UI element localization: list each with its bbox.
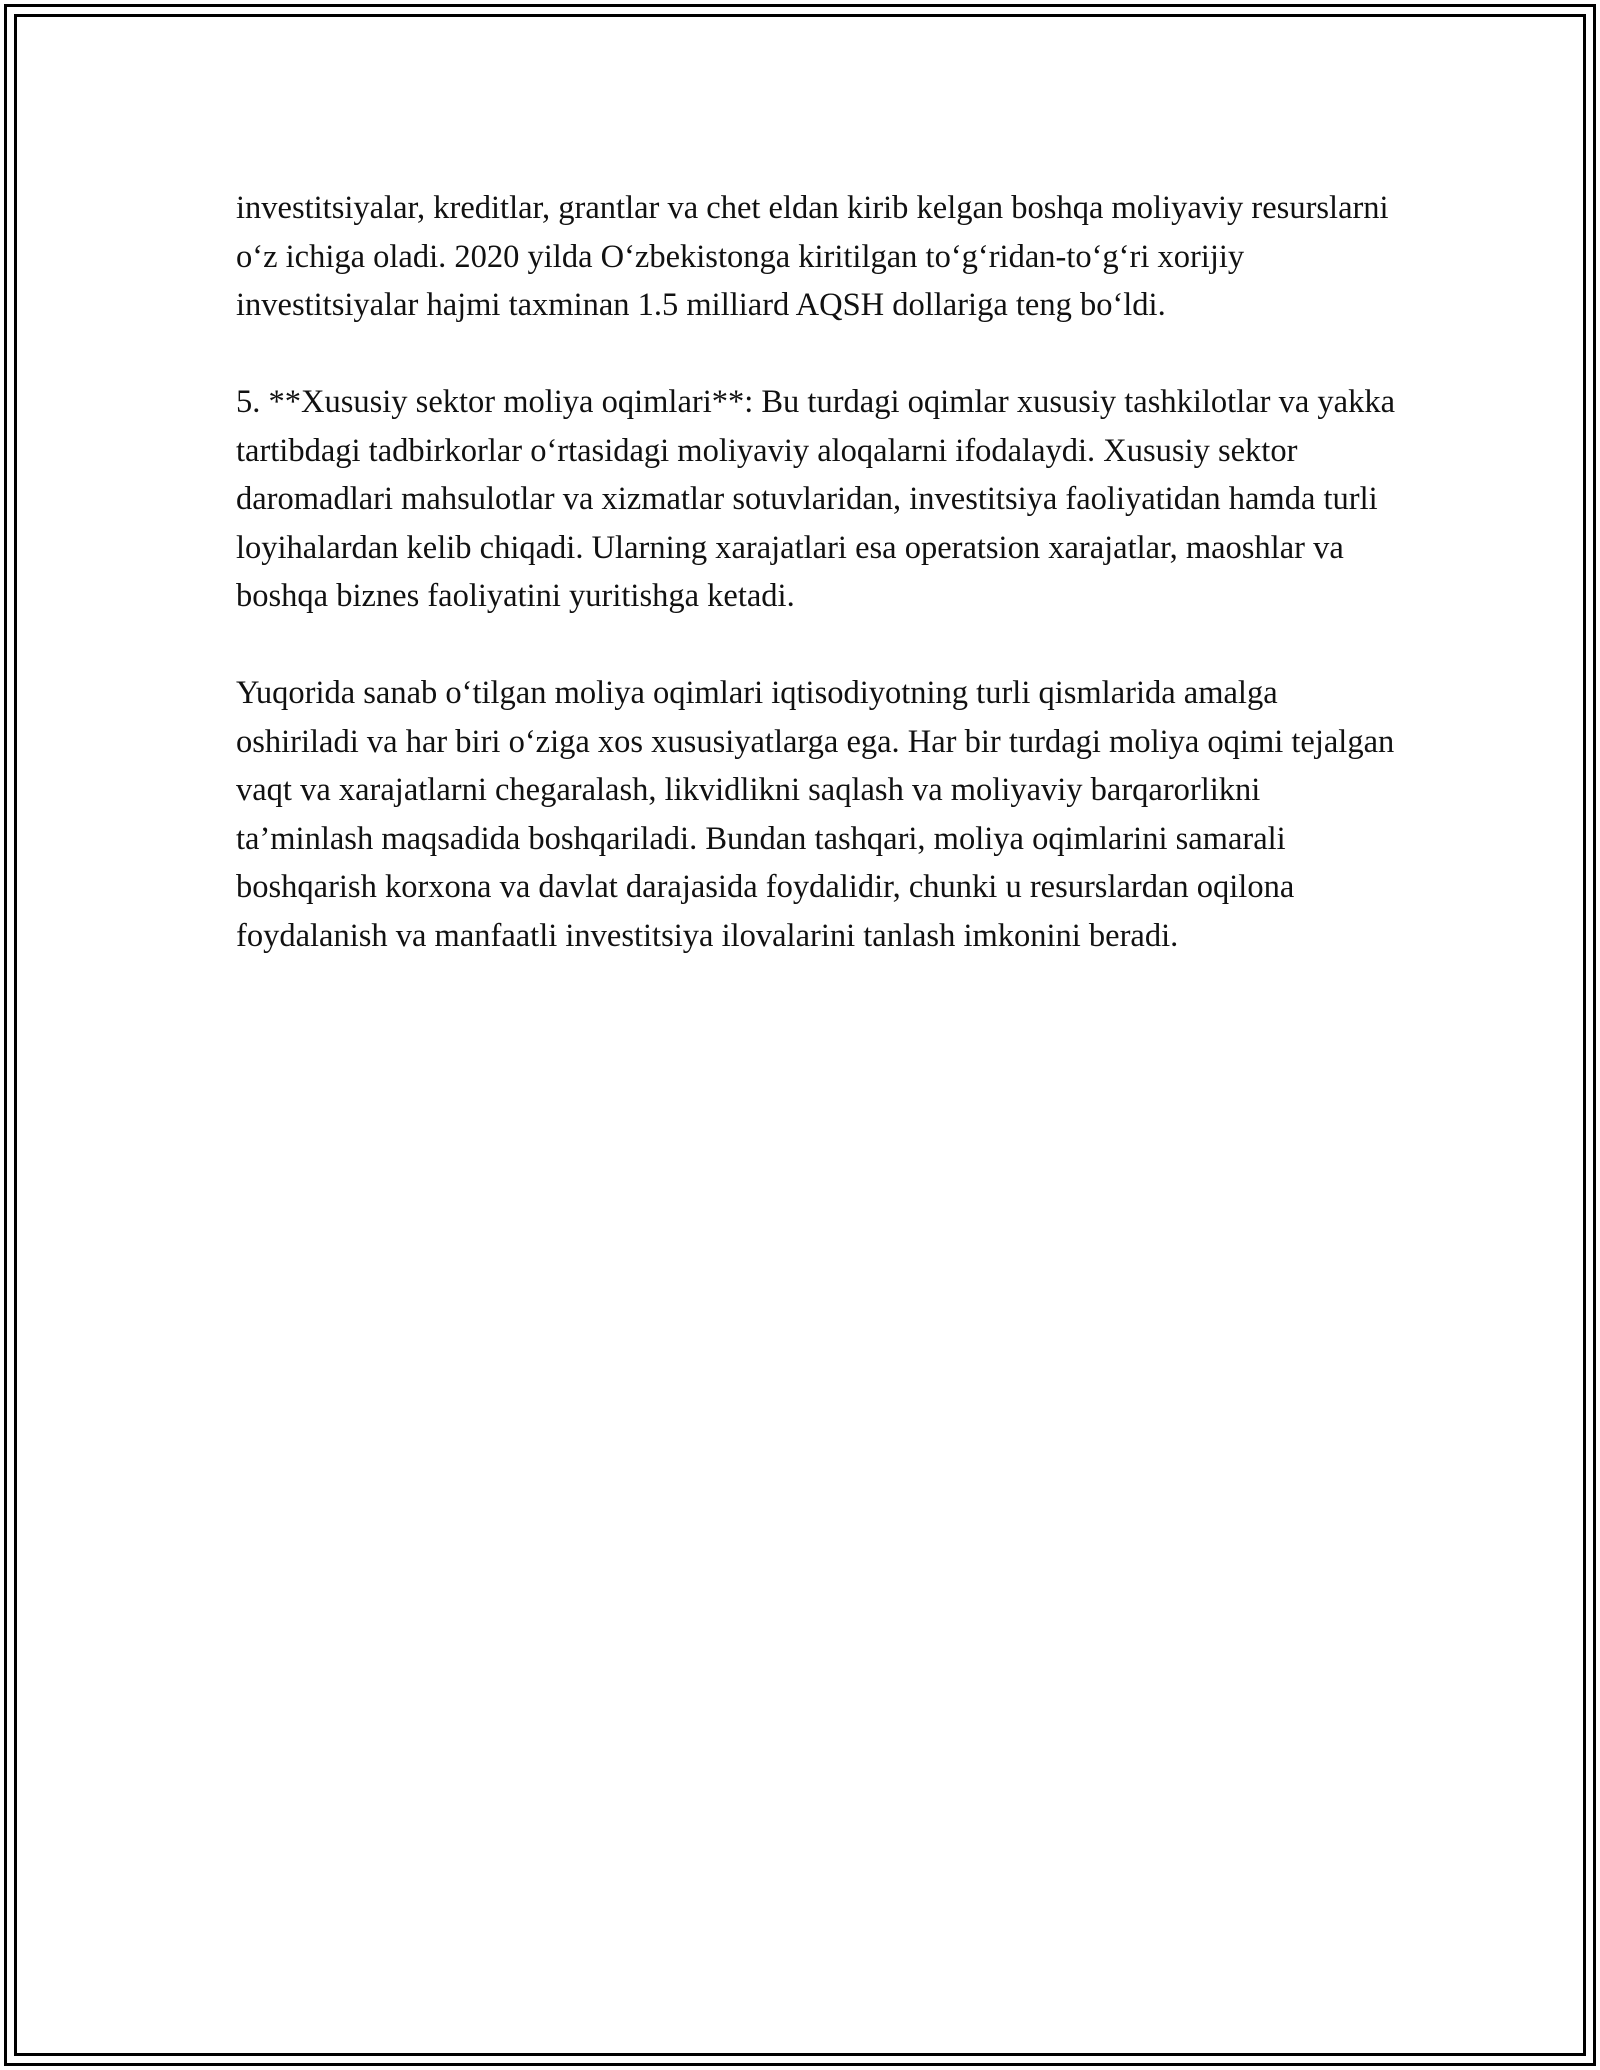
paragraph-private-sector-flows: 5. **Xususiy sektor moliya oqimlari**: Bu turdagi oqimlar xususiy tashkilotlar va yakka tartibdagi tadbirkorlar o‘rtasidagi moliyaviy aloqalarni ifodalaydi. Xususiy sektor daromadlari mahsulotlar va xizmatlar sotuvlaridan, investitsiya faoliyatidan hamda turli loyihalardan kelib chiqadi. Ularning xarajatlari esa operatsion xarajatlar, maoshlar va boshqa biznes faoliyatini yuritishga ketadi. [236,384,1396,614]
paragraph-conclusion: Yuqorida sanab o‘tilgan moliya oqimlari iqtisodiyotning turli qismlarida amalga oshiriladi va har biri o‘ziga xos xususiyatlarga ega. Har bir turdagi moliya oqimi tejalgan vaqt va xarajatlarni chegaralash, likvidlikni saqlash va moliyaviy barqarorlikni ta’minlash maqsadida boshqariladi. Bundan tashqari, moliya oqimlarini samarali boshqarish korxona va davlat darajasida foydalidir, chunki u resurslardan oqilona foydalanish va manfaatli investitsiya ilovalarini tanlash imkonini beradi. [236,675,1395,954]
document-body [236,184,1396,1009]
paragraph-investments-continued: investitsiyalar, kreditlar, grantlar va chet eldan kirib kelgan boshqa moliyaviy resurslarni o‘z ichiga oladi. 2020 yilda O‘zbekistonga kiritilgan to‘g‘ridan-to‘g‘ri xorijiy investitsiyalar hajmi taxminan 1.5 milliard AQSH dollariga teng bo‘ldi. [236,190,1389,323]
